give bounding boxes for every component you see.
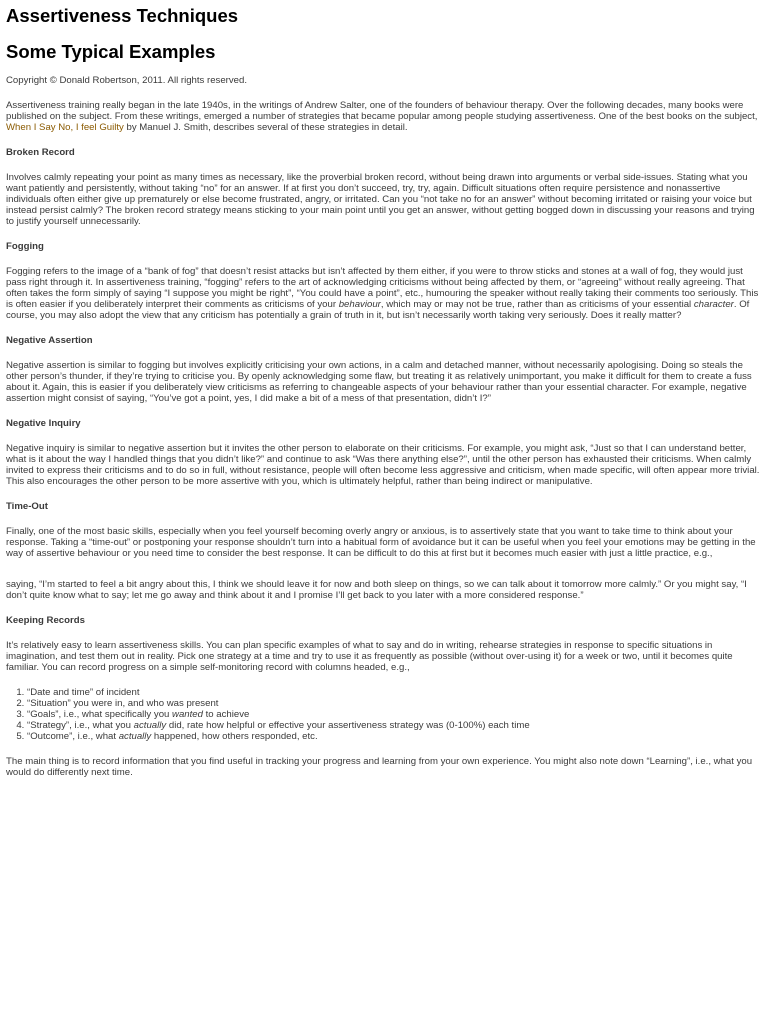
- list-item-text: “Outcome”, i.e., what: [27, 731, 119, 742]
- paragraph-fogging: [6, 266, 762, 321]
- list-item: 2. “Situation” you were in, and who was present: [27, 698, 762, 709]
- book-link[interactable]: When I Say No, I feel Guilty: [6, 122, 124, 133]
- list-item: [27, 731, 762, 742]
- heading-fogging: Fogging: [6, 241, 44, 252]
- list-item-emphasis: actually: [118, 731, 152, 742]
- page-title: Assertiveness Techniques: [6, 5, 239, 26]
- page-subtitle: Some Typical Examples: [6, 41, 216, 62]
- intro-text-before: Assertiveness training really began in the late 1940s, in the writings of Andrew Salter, one of the founders of behaviour therapy. Over the following decades, many books were published on the subject. From these writings, emerged a number of strategies that became popular among people studying assertiveness. One of the best books on the subject,: [6, 100, 758, 122]
- record-columns-list: [6, 687, 762, 742]
- fogging-text-3: . Of course, you may also adopt the view that any criticism has potentially a grain of truth in it, but isn’t necessarily worth taking very seriously. Does it really matter?: [6, 299, 750, 321]
- heading-broken-record: Broken Record: [6, 147, 75, 158]
- copyright-notice: Copyright © Donald Robertson, 2011. All rights reserved.: [6, 75, 247, 86]
- list-item: [27, 709, 762, 720]
- list-item-text: “Goals”, i.e., what specifically you: [27, 709, 173, 720]
- heading-keeping-records: Keeping Records: [6, 615, 85, 626]
- paragraph-time-out-2: saying, “I’m started to feel a bit angry about this, I think we should leave it for now and both sleep on things, so we can talk about it tomorrow more calmly.” Or you might say, “I don’t quite know what to say; let me go away and think about it and I promise I’ll get back to you later with a more considered response.”: [6, 579, 747, 601]
- paragraph-closing: The main thing is to record information that you find useful in tracking your progress and learning from your own experience. You might also note down “Learning”, i.e., what you would do differently next time.: [6, 756, 753, 778]
- fogging-emphasis-character: character: [693, 299, 734, 310]
- intro-paragraph: [6, 100, 762, 133]
- heading-negative-assertion: Negative Assertion: [6, 335, 93, 346]
- list-item-emphasis: wanted: [172, 709, 203, 720]
- intro-text-after: by Manuel J. Smith, describes several of these strategies in detail.: [123, 122, 408, 133]
- fogging-emphasis-behaviour: behaviour: [338, 299, 381, 310]
- paragraph-negative-assertion: Negative assertion is similar to fogging but involves explicitly criticising your own actions, in a calm and detached manner, without necessarily apologising. Doing so steals the other person’s thunder, if they’re trying to criticise you. By openly acknowledging some flaw, but treating it as relatively unimportant, you make it difficult for them to create a fuss about it. Again, this is easier if you deliberately view criticisms as referring to changeable aspects of your behaviour rather than your essential character. For example, negative assertion might consist of saying, “You’ve got a point, yes, I did make a bit of a mess of that presentation, didn’t I?”: [6, 360, 752, 404]
- paragraph-time-out-1: Finally, one of the most basic skills, especially when you feel yourself becoming overly angry or anxious, is to assertively state that you want to take time to think about your response. Taking a “time-out” or postponing your response shouldn’t turn into a habitual form of avoidance but it can be useful when you feel your emotions may be getting in the way of assertive behaviour or you need time to consider the best response. It can be difficult to do this at first but it becomes much easier with just a little practice, e.g.,: [6, 526, 756, 559]
- list-item-text: happened, how others responded, etc.: [151, 731, 318, 742]
- list-item-text: “Strategy”, i.e., what you: [27, 720, 134, 731]
- paragraph-negative-inquiry: Negative inquiry is similar to negative assertion but it invites the other person to elaborate on their criticisms. For example, you might ask, “Just so that I can understand better, what is it about the way I handled things that you didn’t like?” and continue to ask “Was there anything else?”, until the other person has exhausted their criticisms. When calmly invited to express their criticisms and to do so in full, without resistance, people will often become less aggressive and criticism, when made specific, will often appear more trivial. This also encourages the other person to be more assertive with you, which is ultimately helpful, rather than being indirect or manipulative.: [6, 443, 760, 487]
- heading-negative-inquiry: Negative Inquiry: [6, 418, 81, 429]
- list-item: 1. “Date and time” of incident: [27, 687, 762, 698]
- heading-time-out: Time-Out: [6, 501, 48, 512]
- fogging-text-1: Fogging refers to the image of a “bank of fog” that doesn’t resist attacks but isn’t affected by them either, if you were to throw sticks and stones at a wall of fog, they would just pass right through it. In assertiveness training, “fogging” refers to the art of acknowledging criticisms without being affected by them, or “agreeing” without really agreeing. That often takes the form simply of saying “I suppose you might be right”, “You could have a point”, etc., humouring the speaker without really taking their comments too seriously. This is often easier if you deliberately interpret their comments as criticisms of your: [6, 266, 759, 310]
- list-item-emphasis: actually: [133, 720, 167, 731]
- list-item-text: to achieve: [202, 709, 250, 720]
- list-item-text: did, rate how helpful or effective your assertiveness strategy was (0-100%) each time: [166, 720, 530, 731]
- paragraph-keeping-records: It’s relatively easy to learn assertiveness skills. You can plan specific examples of what to say and do in writing, rehearse strategies in response to specific situations in imagination, and test them out in reality. Pick one strategy at a time and try to use it as frequently as possible (without over-using it) for a week or two, until it becomes quite familiar. You can record progress on a simple self-monitoring record with columns headed, e.g.,: [6, 640, 733, 673]
- paragraph-broken-record: Involves calmly repeating your point as many times as necessary, like the proverbial broken record, without being drawn into arguments or verbal side-issues. Stating what you want patiently and persistently, without taking “no” for an answer. If at first you don’t succeed, try, try, again. Difficult situations often require persistence and nonassertive individuals often either give up prematurely or else become frustrated, angry, or irritated. Can you “not take no for an answer” without becoming irritated or raising your voice but instead persist calmly? The broken record strategy means sticking to your main point until you get an answer, without getting bogged down in discussing your reasons and trying to justify yourself unnecessarily.: [6, 172, 755, 227]
- fogging-text-2: , which may or may not be true, rather than as criticisms of your essential: [380, 299, 694, 310]
- list-item: [27, 720, 762, 731]
